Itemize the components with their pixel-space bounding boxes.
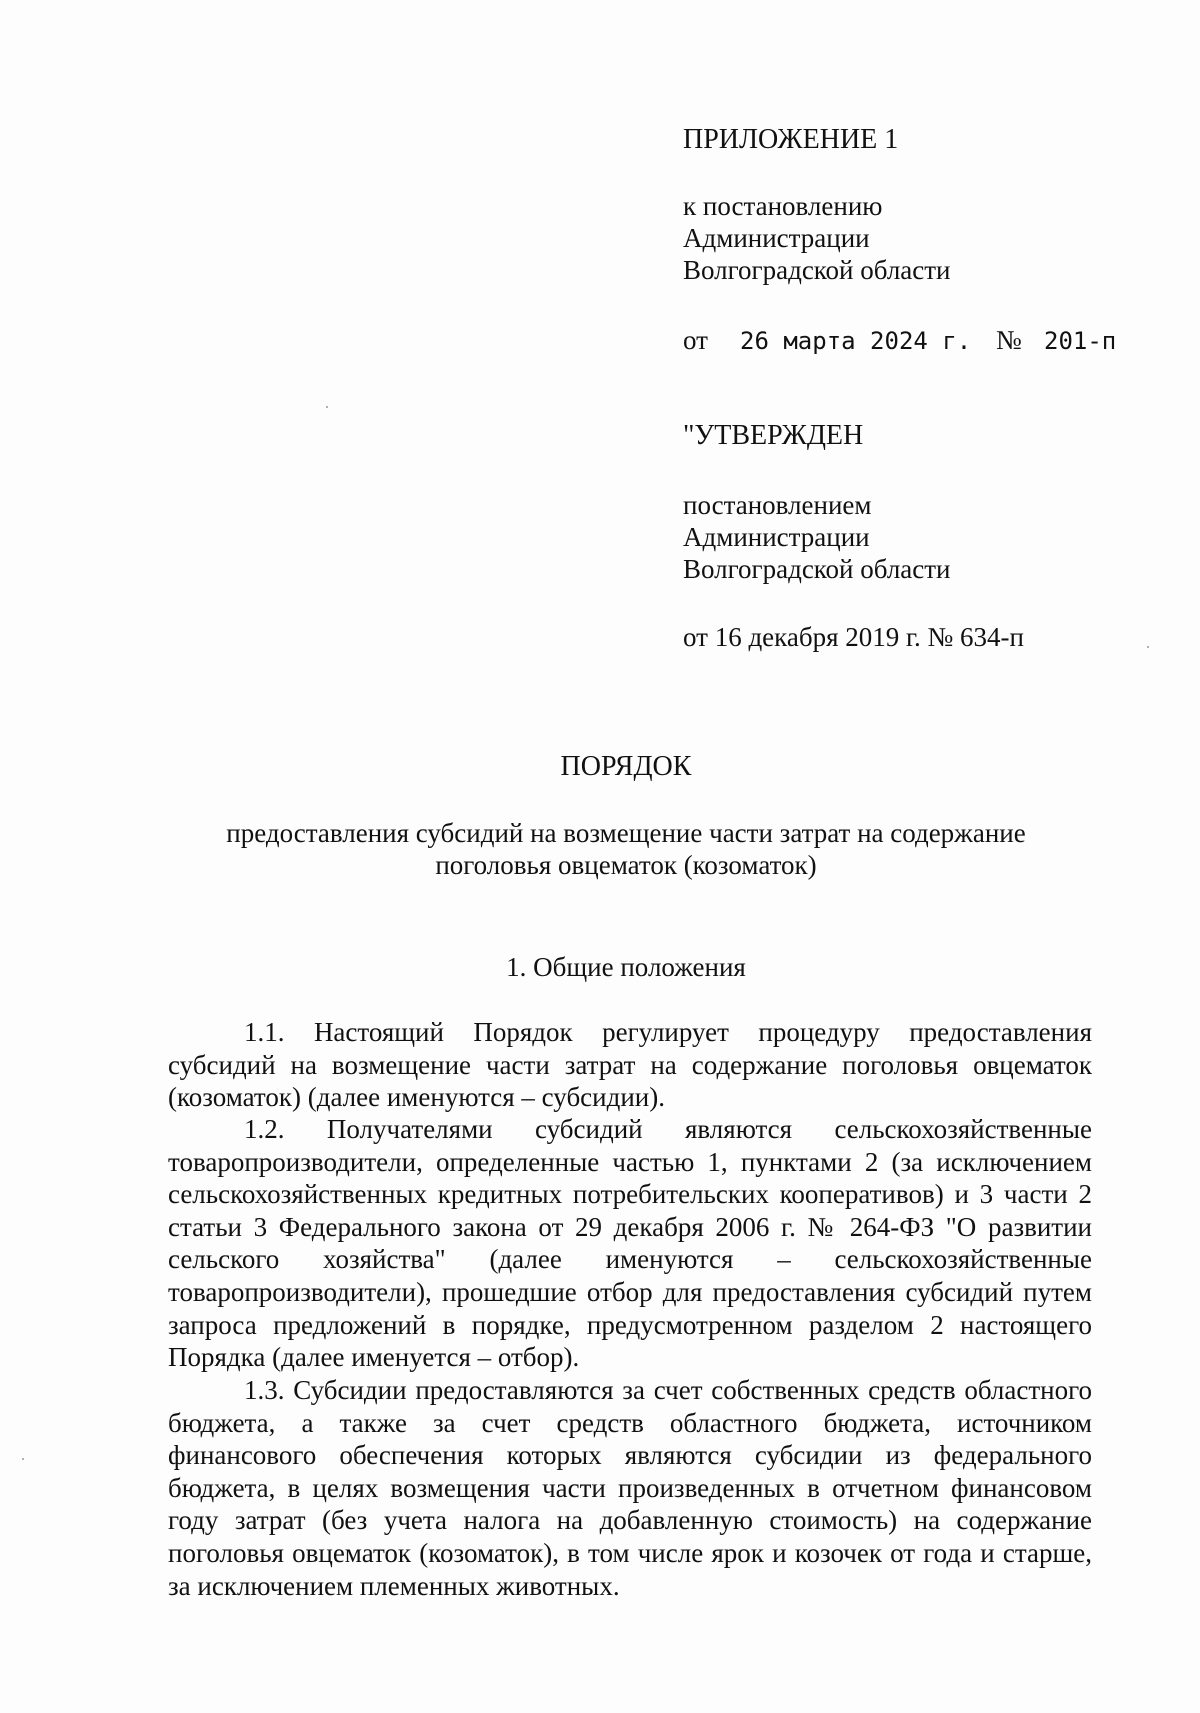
paragraph-1-2: 1.2. Получателями субсидий являются сельскохозяйственные товаропроизводители, определенные частью 1, пунктами 2 (за исключением сельскохозяйственных кредитных потребительских кооперативов) и 3 части 2 статьи 3 Федерального закона от 29 декабря 2006 г. № 264-ФЗ "О развитии сельского хозяйства" (далее именуются – сельскохозяйственные товаропроизводители), прошедшие отбор для предоставления субсидий путем запроса предложений в порядке, предусмотренном разделом 2 настоящего Порядка (далее именуется – отбор). (168, 1114, 1092, 1373)
scan-speck (22, 1458, 24, 1460)
scan-speck (326, 406, 328, 408)
document-title: ПОРЯДОК (560, 751, 692, 782)
decree-number-value: 201-п (1044, 327, 1117, 355)
decree-date-value: 26 марта 2024 г. (740, 327, 972, 355)
decree-number-prefix: № (996, 325, 1022, 355)
paragraph-1-3: 1.3. Субсидии предоставляются за счет собственных средств областного бюджета, а также за счет средств областного бюджета, источником финансового обеспечения которых являются субсидии из федерального бюджета, в целях возмещения части произведенных в отчетном финансовом году затрат (без учета налога на добавленную стоимость) на содержание поголовья овцематок (козоматок), в том числе ярок и козочек от года и старше, за исключением племенных животных. (168, 1375, 1092, 1601)
to-decree-line-3: Волгоградской области (683, 255, 951, 285)
scan-speck (1147, 646, 1149, 648)
section-heading: 1. Общие положения (506, 952, 746, 982)
approved-line-1: постановлением (683, 490, 872, 520)
to-decree-line-2: Администрации (683, 223, 870, 253)
paragraph-1-1: 1.1. Настоящий Порядок регулирует процедуру предоставления субсидий на возмещение части затрат на содержание поголовья овцематок (козоматок) (далее именуются – субсидии). (168, 1017, 1092, 1113)
to-decree-line-1: к постановлению (683, 191, 883, 221)
approved-date-line: от 16 декабря 2019 г. № 634-п (683, 622, 1024, 652)
subtitle-line-1: предоставления субсидий на возмещение части затрат на содержание (226, 818, 1026, 848)
decree-date-prefix: от (683, 325, 708, 355)
approved-line-3: Волгоградской области (683, 554, 951, 584)
approved-line-2: Администрации (683, 522, 870, 552)
approved-title: "УТВЕРЖДЕН (683, 420, 864, 451)
subtitle-line-2: поголовья овцематок (козоматок) (435, 850, 817, 880)
appendix-title: ПРИЛОЖЕНИЕ 1 (683, 124, 899, 155)
